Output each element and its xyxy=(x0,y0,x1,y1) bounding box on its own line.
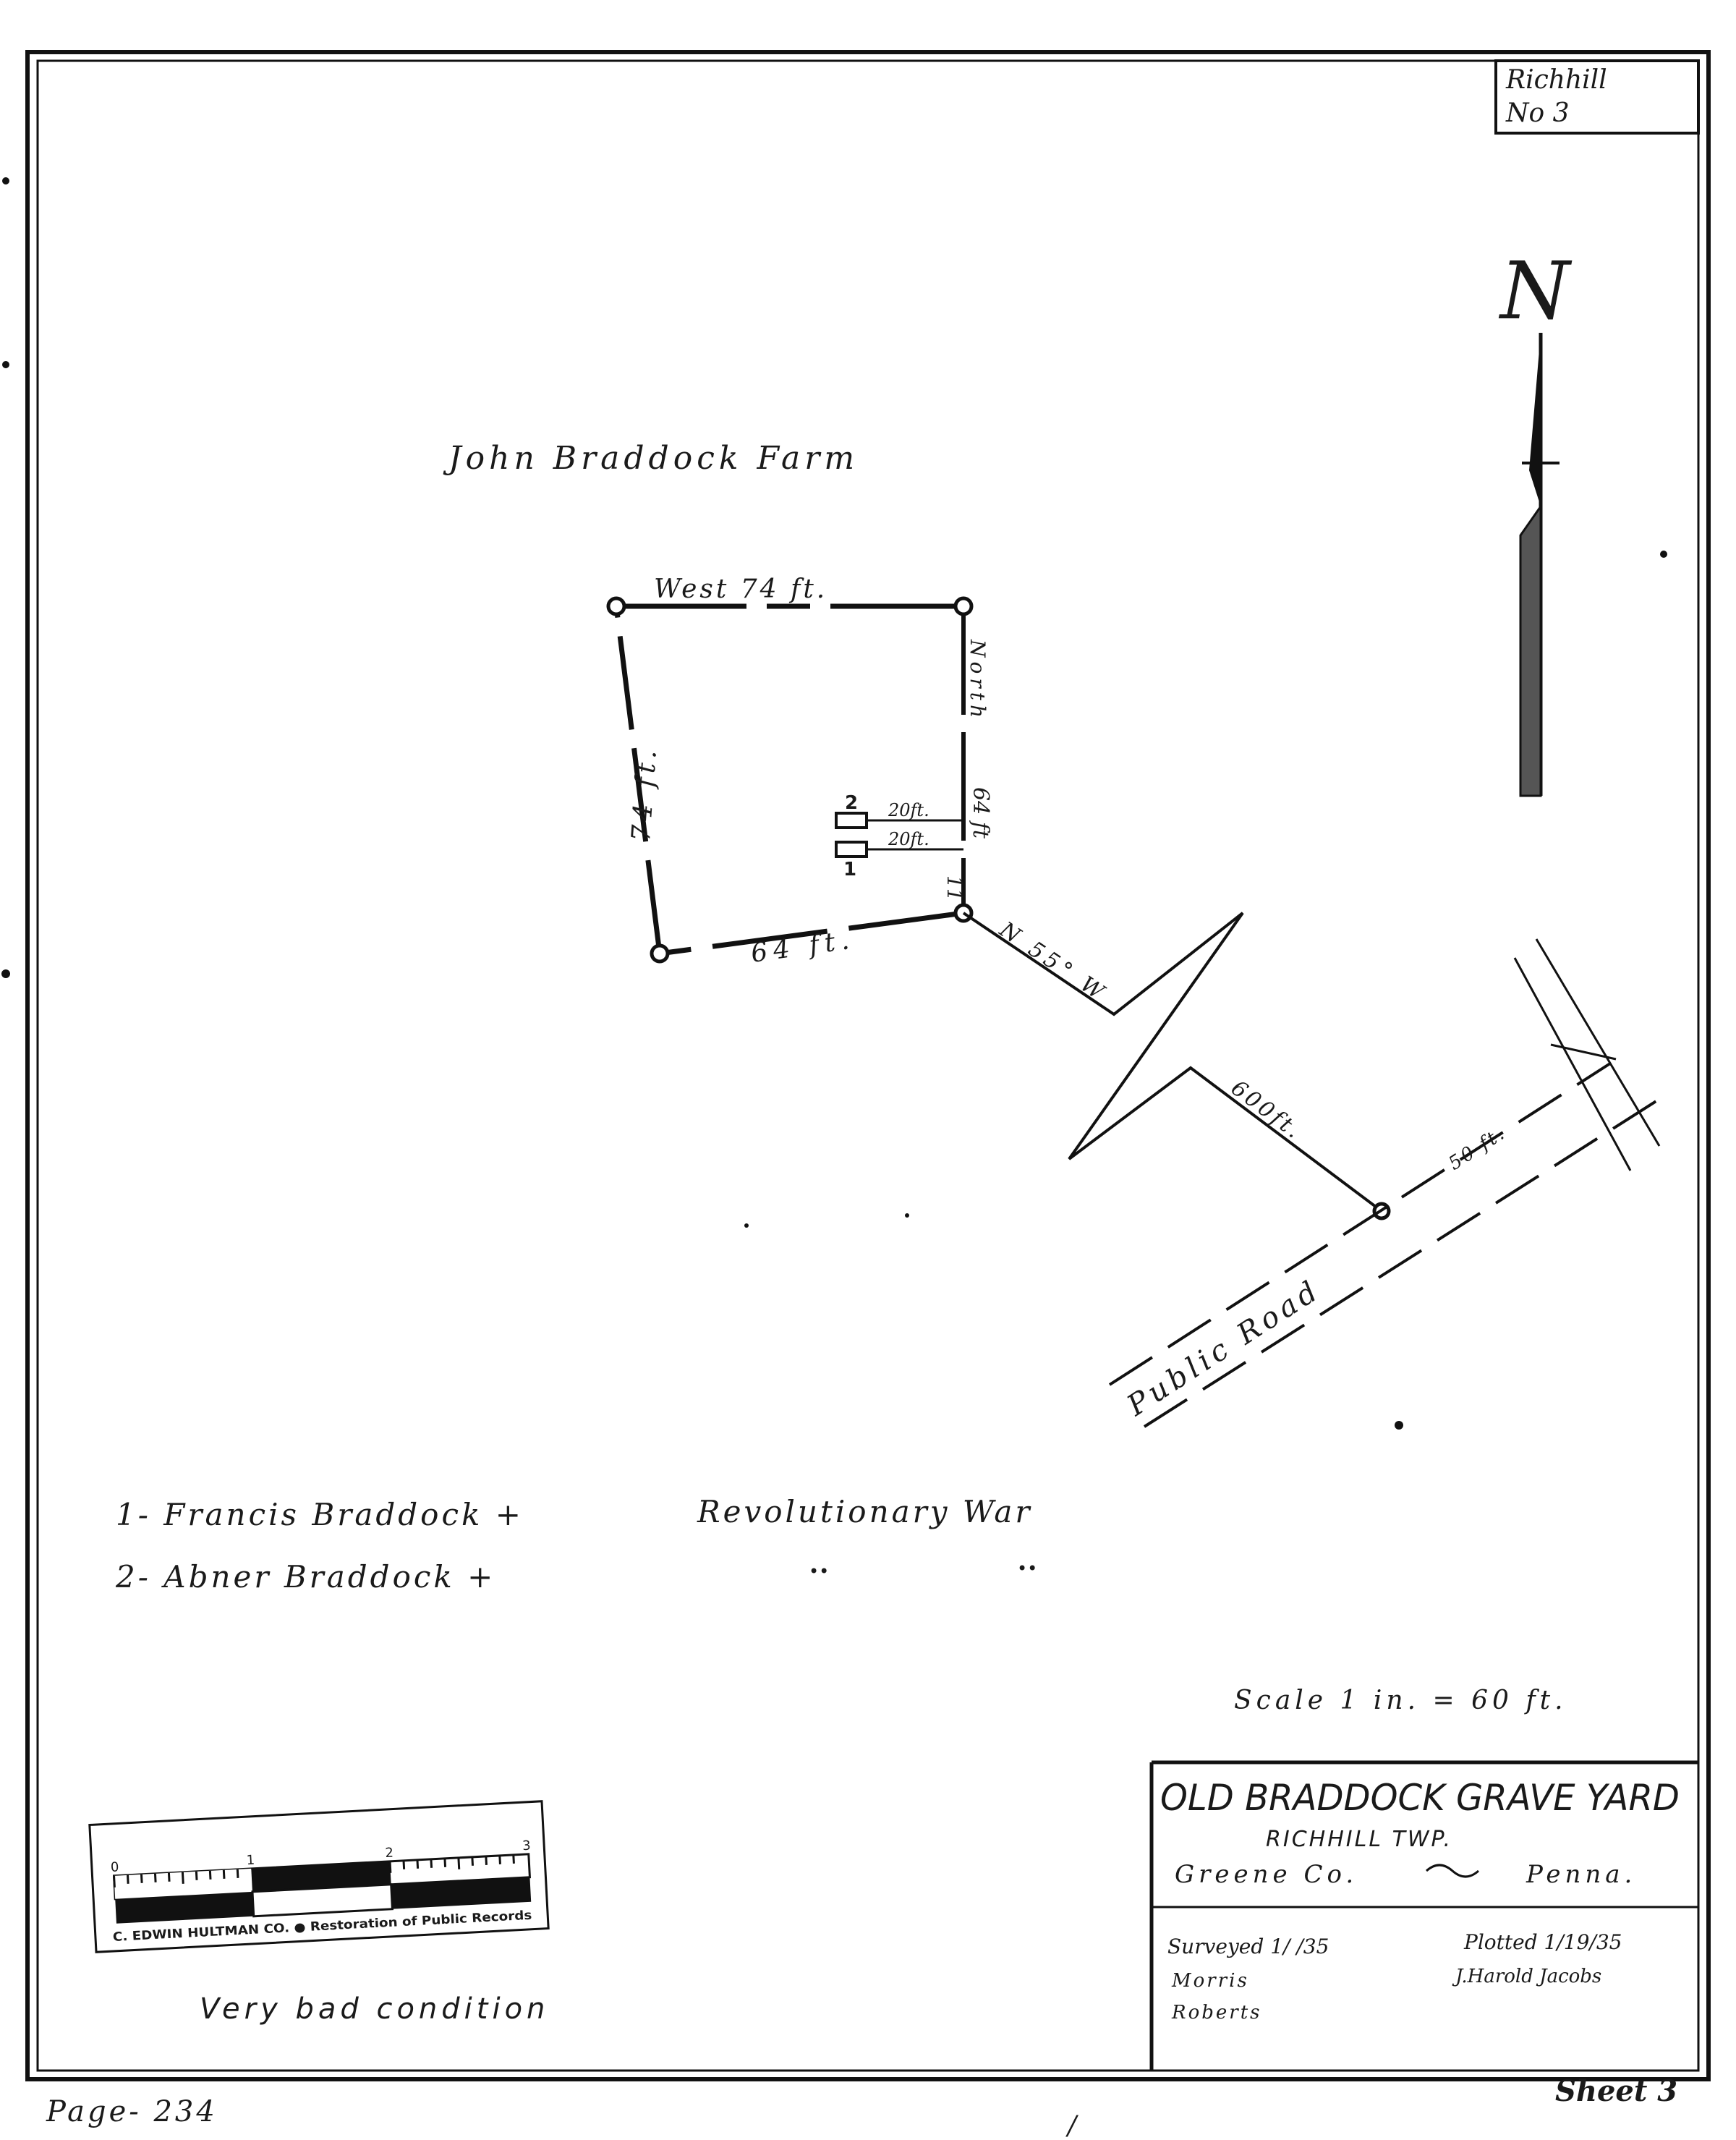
plot-north-label: North xyxy=(966,640,990,723)
title-block-plotter: J.Harold Jacobs xyxy=(1455,1966,1602,1987)
inner-border xyxy=(38,61,1698,2071)
title-block-state: Penna. xyxy=(1526,1860,1637,1889)
road-edge-upper xyxy=(1110,1063,1610,1385)
title-block-county: Greene Co. xyxy=(1175,1860,1358,1889)
legend-row2-ditto-1: •• xyxy=(809,1561,830,1581)
ampersand-flourish-icon xyxy=(1426,1865,1478,1877)
speck-2 xyxy=(1395,1421,1403,1430)
plot-south-label: 64 ft. xyxy=(749,925,857,969)
plot-east-mark: 11 xyxy=(943,875,966,901)
title-block xyxy=(1152,1762,1698,2071)
north-arrow xyxy=(1498,245,1573,796)
speck-6 xyxy=(2,361,9,368)
speck-3 xyxy=(744,1223,749,1228)
sheet-label: Sheet 3 xyxy=(1555,2074,1678,2108)
sheet-tag-line2: No 3 xyxy=(1506,98,1570,128)
grave-2-number: 2 xyxy=(845,792,859,814)
north-arrow-tail xyxy=(1520,506,1541,796)
grave-2-distance: 20ft. xyxy=(888,800,929,820)
plot-corner-ne xyxy=(956,598,971,614)
road-label: Public Road xyxy=(1121,1273,1327,1423)
ruler-tick-3: 3 xyxy=(522,1838,532,1854)
speck-1 xyxy=(1660,551,1667,558)
crossroad-tick xyxy=(1551,1045,1616,1059)
road-edge-lower xyxy=(1144,1098,1661,1427)
public-road xyxy=(1110,939,1661,1427)
grave-1-distance: 20ft. xyxy=(888,829,929,849)
ruler-caption: C. EDWIN HULTMAN CO. ● Restoration of Public Records xyxy=(112,1909,502,1945)
road-width-label: 50 ft. xyxy=(1444,1121,1510,1175)
title-block-title: OLD BRADDOCK GRAVE YARD xyxy=(1160,1777,1680,1819)
legend-row1-note: Revolutionary War xyxy=(697,1494,1033,1529)
north-letter: N xyxy=(1500,245,1570,337)
ruler-tick-0: 0 xyxy=(110,1859,119,1876)
burial-legend xyxy=(115,1494,1037,1595)
scan-specks xyxy=(1,177,1667,1430)
title-block-township: RICHHILL TWP. xyxy=(1266,1827,1453,1852)
traverse xyxy=(963,913,1389,1218)
title-block-surveyed: Surveyed 1/ /35 xyxy=(1167,1935,1329,1958)
sheet-tag-line1: Richhill xyxy=(1506,65,1607,95)
speck-7 xyxy=(1,969,10,978)
ruler-tick-2: 2 xyxy=(384,1845,394,1861)
speck-4 xyxy=(905,1213,909,1218)
page-label: Page- 234 xyxy=(46,2095,218,2128)
graves xyxy=(836,792,963,880)
plot-corner-nw xyxy=(608,598,624,614)
legend-row2-name: 2- Abner Braddock + xyxy=(116,1559,496,1595)
legend-row1-name: 1- Francis Braddock + xyxy=(116,1497,524,1532)
speck-5 xyxy=(2,177,9,184)
crossroad-line-1 xyxy=(1515,958,1630,1171)
title-block-plotted: Plotted 1/19/35 xyxy=(1464,1930,1622,1954)
grave-2 xyxy=(836,813,867,828)
scale-note: Scale 1 in. = 60 ft. xyxy=(1234,1686,1567,1715)
plot-west-label: West 74 ft. xyxy=(654,574,828,604)
grave-1-number: 1 xyxy=(843,859,857,880)
plot-east-dim: 64 ft xyxy=(968,787,993,838)
legend-row2-ditto-2: •• xyxy=(1017,1558,1038,1579)
outer-border xyxy=(27,52,1709,2079)
farm-title: John Braddock Farm xyxy=(448,440,859,477)
ruler-card xyxy=(90,1801,548,1953)
stray-mark: / xyxy=(1068,2111,1077,2140)
plot-corner-sw xyxy=(652,946,668,961)
bearing-label: N 55° W xyxy=(995,917,1112,1008)
plot-left-label: 74 ft. xyxy=(626,744,663,843)
distance-label: 600ft. xyxy=(1226,1075,1308,1145)
grave-1 xyxy=(836,842,867,857)
sheet-tag xyxy=(1496,61,1698,133)
graveyard-plot xyxy=(608,574,993,969)
condition-note: Very bad condition xyxy=(200,1992,550,2026)
title-block-surveyor-1: Morris xyxy=(1172,1970,1249,1992)
ruler-tick-1: 1 xyxy=(246,1852,255,1869)
title-block-surveyor-2: Roberts xyxy=(1172,2002,1262,2024)
crossroad-line-2 xyxy=(1536,939,1659,1146)
